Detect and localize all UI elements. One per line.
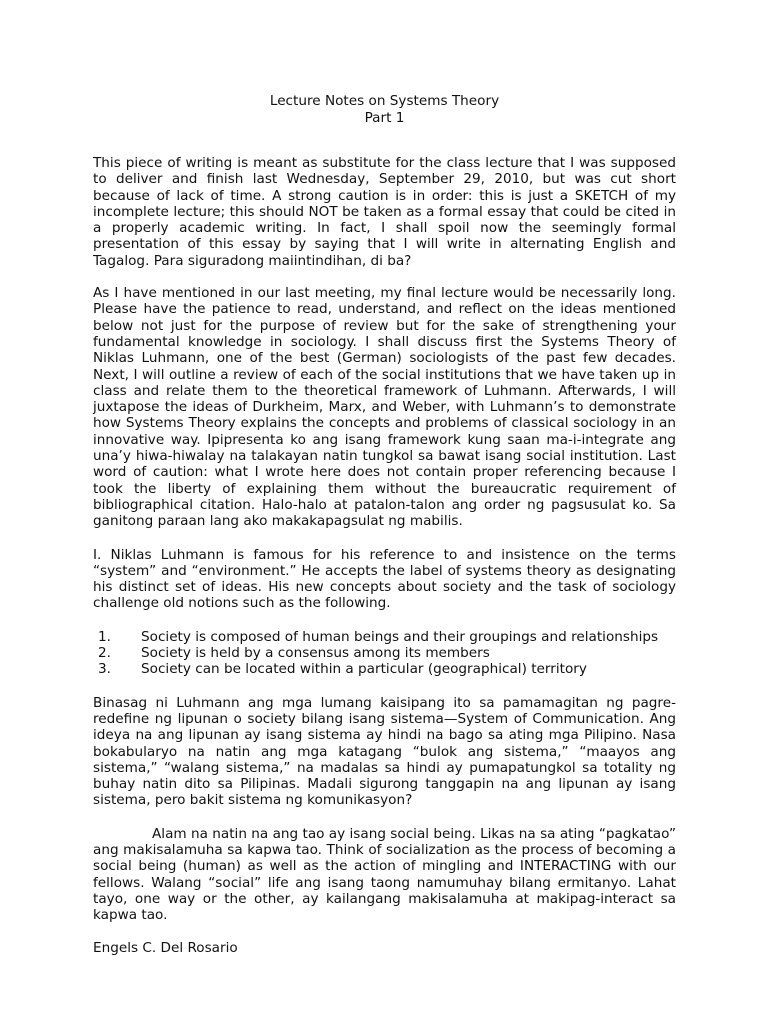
paragraph-luhmann: I. Niklas Luhmann is famous for his reference to and insistence on the terms “system” and “environment.” He accepts the label of systems theory as designating his distinct set of ideas. His new concepts about society and the task of sociology challenge old notions such as the following. xyxy=(93,546,676,612)
old-notions-list xyxy=(97,629,676,678)
author-signature: Engels C. Del Rosario xyxy=(93,940,238,957)
document-page xyxy=(93,93,676,970)
paragraph-tagalog-system: Binasag ni Luhmann ang mga lumang kaisipang ito sa pamamagitan ng pagre-redefine ng lipunan o society bilang isang sistema—System of Communication. Ang ideya na ang lipunan ay isang sistema ay hindi na bago sa ating mga Pilipino. Nasa bokabularyo na natin ang mga katagang “bulok ang sistema,” “maayos ang sistema,” “walang sistema,” na madalas sa hindi ay pumapatungkol sa totality ng buhay natin dito sa Pilipinas. Madali sigurong tanggapin na ang lipunan ay isang sistema, pero bakit sistema ng komunikasyon? xyxy=(93,694,676,809)
list-text: Society is composed of human beings and their groupings and relationships xyxy=(141,628,659,645)
list-item xyxy=(97,661,676,677)
list-item xyxy=(97,629,676,645)
document-subtitle: Part 1 xyxy=(364,110,405,126)
paragraph-social-being: Alam na natin na ang tao ay isang social being. Likas na sa ating “pagkatao” ang makisalamuha sa kapwa tao. Think of socialization as the process of becoming a social being (human) as well as the action of mingling and INTERACTING with our fellows. Walang “social” life ang isang taong namumuhay bilang ermitanyo. Lahat tayo, one way or the other, ay kailangang makisalamuha at makipag-interact sa kapwa tao. xyxy=(93,825,676,924)
list-number: 3. xyxy=(98,661,111,678)
document-title: Lecture Notes on Systems Theory xyxy=(269,93,500,109)
list-text: Society is held by a consensus among its members xyxy=(141,645,490,662)
list-number: 2. xyxy=(98,645,111,662)
list-number: 1. xyxy=(98,628,111,645)
paragraph-intro: This piece of writing is meant as substitute for the class lecture that I was supposed to deliver and finish last Wednesday, September 29, 2010, but was cut short because of lack of time. A strong caution is in order: this is just a SKETCH of my incomplete lecture; this should NOT be taken as a formal essay that could be cited in a properly academic writing. In fact, I shall spoil now the seemingly formal presentation of this essay by saying that I will write in alternating English and Tagalog. Para siguradong maiintindihan, di ba? xyxy=(93,155,676,269)
list-item xyxy=(97,645,676,661)
list-text: Society can be located within a particular (geographical) territory xyxy=(141,661,587,678)
paragraph-overview: As I have mentioned in our last meeting, my final lecture would be necessarily long. Please have the patience to read, understand, and reflect on the ideas mentioned below not just for the purpose of review but for the sake of strengthening your fundamental knowledge in sociology. I shall discuss first the Systems Theory of Niklas Luhmann, one of the best (German) sociologists of the past few decades. Next, I will outline a review of each of the social institutions that we have taken up in class and relate them to the theoretical framework of Luhmann. Afterwards, I will juxtapose the ideas of Durkheim, Marx, and Weber, with Luhmann’s to demonstrate how Systems Theory explains the concepts and problems of classical sociology in an innovative way. Ipipresenta ko ang isang framework kung saan ma-i-integrate ang una’y hiwa-hiwalay na talakayan natin tungkol sa bawat isang social institution. Last word of caution: what I wrote here does not contain proper referencing because I took the liberty of explaining them without the bureaucratic requirement of bibliographical citation. Halo-halo at patalon-talon ang order ng pagsusulat ko. Sa ganitong paraan lang ako makakapagsulat ng mabilis. xyxy=(93,285,676,530)
